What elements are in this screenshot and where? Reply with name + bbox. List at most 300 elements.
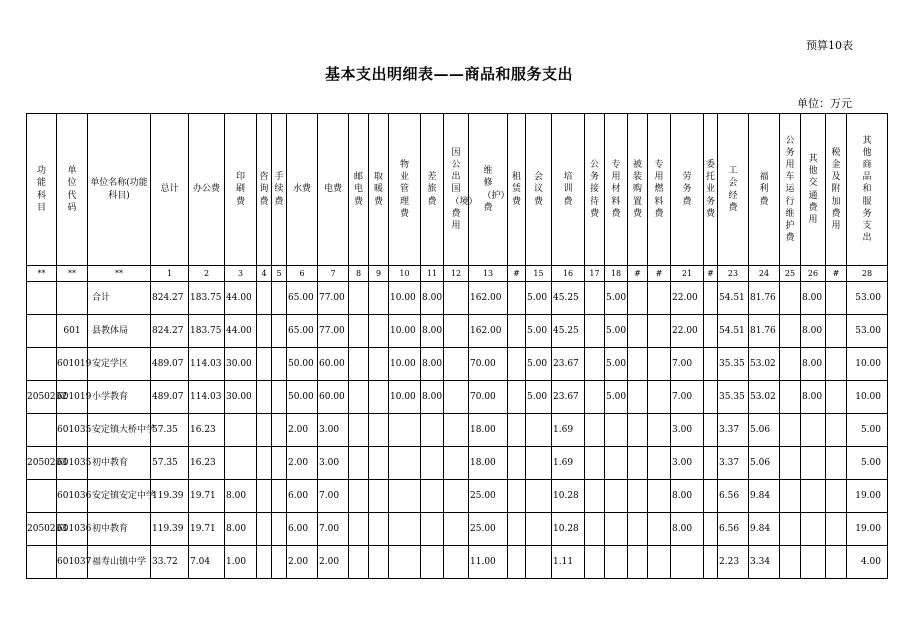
- expense-table: [26, 113, 888, 579]
- unit-name-cell: 初中教育: [88, 447, 151, 480]
- column-index: 26: [801, 266, 826, 282]
- table-cell: 5.00: [847, 414, 888, 447]
- unit-name-cell: 安定镇大桥中学: [88, 414, 151, 447]
- column-header-text: 租赁费: [511, 172, 521, 207]
- table-cell: [704, 315, 718, 348]
- unit-name-cell: 安定镇安定中学: [88, 480, 151, 513]
- column-header-text: 公务接待费: [589, 160, 599, 219]
- column-header-text: 单位代码: [67, 166, 77, 213]
- table-cell: [421, 414, 444, 447]
- table-cell: 18.00: [469, 447, 508, 480]
- table-cell: [389, 546, 421, 579]
- table-cell: 9.84: [749, 513, 780, 546]
- table-cell: 3.00: [671, 447, 704, 480]
- table-cell: [648, 480, 671, 513]
- table-cell: [605, 513, 628, 546]
- column-header: [287, 114, 318, 266]
- table-cell: 3.34: [749, 546, 780, 579]
- table-cell: [349, 480, 369, 513]
- table-cell: 6.56: [718, 480, 749, 513]
- table-cell: 53.02: [749, 348, 780, 381]
- column-header: [88, 114, 151, 266]
- table-cell: [421, 513, 444, 546]
- column-header-text: 办公费: [192, 184, 220, 195]
- column-index: 5: [272, 266, 287, 282]
- column-header-text: 工会经费: [728, 166, 738, 213]
- table-cell: [628, 513, 648, 546]
- table-row: [27, 414, 888, 447]
- table-cell: [444, 282, 469, 315]
- table-cell: [389, 414, 421, 447]
- table-cell: 25.00: [469, 513, 508, 546]
- column-header-text: 维修（护）费: [482, 166, 510, 213]
- table-cell: [508, 381, 526, 414]
- table-cell: [585, 513, 605, 546]
- column-header-text: 差旅费: [427, 172, 437, 207]
- column-header-text: 总计: [160, 184, 179, 195]
- table-cell: 50.00: [287, 348, 318, 381]
- table-cell: [257, 447, 272, 480]
- table-row: [27, 546, 888, 579]
- column-header: [526, 114, 552, 266]
- unit-name-cell: 福寿山镇中学: [88, 546, 151, 579]
- table-cell: 8.00: [801, 348, 826, 381]
- column-header-text: 取暖费: [373, 172, 383, 207]
- table-cell: [648, 447, 671, 480]
- table-cell: 23.67: [552, 348, 585, 381]
- table-row: [27, 315, 888, 348]
- column-header: [189, 114, 225, 266]
- column-header-text: 培训费: [563, 172, 573, 207]
- table-cell: [605, 414, 628, 447]
- table-cell: 489.07: [151, 381, 189, 414]
- column-index: 4: [257, 266, 272, 282]
- table-cell: [369, 447, 389, 480]
- table-cell: [780, 546, 801, 579]
- table-cell: 25.00: [469, 480, 508, 513]
- table-cell: [648, 546, 671, 579]
- table-cell: 601035: [57, 447, 88, 480]
- table-cell: 5.00: [526, 381, 552, 414]
- table-cell: [826, 480, 847, 513]
- table-cell: [526, 480, 552, 513]
- table-cell: [508, 348, 526, 381]
- column-index: #: [826, 266, 847, 282]
- table-cell: 44.00: [225, 282, 257, 315]
- table-cell: 18.00: [469, 414, 508, 447]
- table-cell: [272, 381, 287, 414]
- table-cell: [605, 447, 628, 480]
- table-cell: [444, 315, 469, 348]
- table-cell: [369, 513, 389, 546]
- column-header: [389, 114, 421, 266]
- column-header: [225, 114, 257, 266]
- table-cell: [780, 315, 801, 348]
- table-cell: 114.03: [189, 381, 225, 414]
- table-cell: 45.25: [552, 282, 585, 315]
- column-index: 12: [444, 266, 469, 282]
- table-cell: 8.00: [421, 381, 444, 414]
- table-cell: [526, 546, 552, 579]
- table-row: [27, 447, 888, 480]
- column-header: [648, 114, 671, 266]
- table-cell: [648, 348, 671, 381]
- page-title: 基本支出明细表——商品和服务支出: [324, 65, 573, 83]
- table-cell: 60.00: [318, 381, 349, 414]
- table-cell: [57, 282, 88, 315]
- table-cell: 53.00: [847, 282, 888, 315]
- table-cell: 3.00: [318, 414, 349, 447]
- table-cell: 3.37: [718, 447, 749, 480]
- table-cell: [257, 348, 272, 381]
- table-row: [27, 348, 888, 381]
- table-cell: 6.56: [718, 513, 749, 546]
- column-header: [318, 114, 349, 266]
- table-cell: 4.00: [847, 546, 888, 579]
- table-cell: [272, 546, 287, 579]
- column-header: [369, 114, 389, 266]
- table-cell: [272, 348, 287, 381]
- table-cell: 6.00: [287, 513, 318, 546]
- table-cell: 119.39: [151, 480, 189, 513]
- table-cell: [585, 348, 605, 381]
- table-cell: [826, 414, 847, 447]
- column-index: 6: [287, 266, 318, 282]
- column-header: [151, 114, 189, 266]
- table-cell: [585, 381, 605, 414]
- column-header-text: 公务用车运行维护费: [785, 135, 795, 243]
- table-cell: 19.71: [189, 480, 225, 513]
- table-cell: [628, 282, 648, 315]
- column-header: [718, 114, 749, 266]
- table-cell: [780, 480, 801, 513]
- table-cell: [225, 414, 257, 447]
- table-cell: [369, 282, 389, 315]
- table-cell: [508, 282, 526, 315]
- column-header-text: 物业管理费: [399, 160, 409, 219]
- unit-name-cell: 初中教育: [88, 513, 151, 546]
- table-cell: 65.00: [287, 315, 318, 348]
- column-header-text: 电费: [323, 184, 342, 195]
- table-cell: 2.00: [287, 447, 318, 480]
- table-cell: [369, 381, 389, 414]
- table-cell: 8.00: [421, 315, 444, 348]
- table-cell: 22.00: [671, 315, 704, 348]
- table-cell: [369, 348, 389, 381]
- unit-name-cell: 安定学区: [88, 348, 151, 381]
- table-cell: [704, 381, 718, 414]
- table-cell: 44.00: [225, 315, 257, 348]
- table-cell: 5.00: [605, 315, 628, 348]
- table-cell: 3.37: [718, 414, 749, 447]
- table-cell: [389, 513, 421, 546]
- column-header: [552, 114, 585, 266]
- column-header: [847, 114, 888, 266]
- table-cell: 601036: [57, 513, 88, 546]
- table-cell: 16.23: [189, 447, 225, 480]
- column-header-text: 手续费: [274, 172, 284, 207]
- table-cell: [648, 414, 671, 447]
- table-cell: 7.04: [189, 546, 225, 579]
- table-cell: [257, 414, 272, 447]
- table-cell: [801, 447, 826, 480]
- table-cell: 57.35: [151, 414, 189, 447]
- column-index: 3: [225, 266, 257, 282]
- unit-label: 单位：万元: [797, 97, 852, 110]
- table-cell: 489.07: [151, 348, 189, 381]
- column-index: 16: [552, 266, 585, 282]
- table-cell: [585, 315, 605, 348]
- column-index: 1: [151, 266, 189, 282]
- table-cell: [421, 447, 444, 480]
- table-cell: 35.35: [718, 381, 749, 414]
- column-header: [780, 114, 801, 266]
- column-header: [628, 114, 648, 266]
- table-cell: [257, 315, 272, 348]
- column-header-text: 单位名称(功能科目): [90, 178, 148, 201]
- table-cell: [257, 546, 272, 579]
- column-index: 23: [718, 266, 749, 282]
- column-header: [605, 114, 628, 266]
- table-cell: 601035: [57, 414, 88, 447]
- table-cell: [704, 480, 718, 513]
- table-cell: 2.00: [318, 546, 349, 579]
- table-cell: 2.00: [287, 546, 318, 579]
- table-cell: 22.00: [671, 282, 704, 315]
- table-cell: 50.00: [287, 381, 318, 414]
- table-cell: [349, 348, 369, 381]
- column-header: [27, 114, 57, 266]
- table-cell: 824.27: [151, 282, 189, 315]
- table-cell: [780, 447, 801, 480]
- table-cell: 10.00: [847, 381, 888, 414]
- column-header: [585, 114, 605, 266]
- table-cell: [628, 546, 648, 579]
- table-cell: 6.00: [287, 480, 318, 513]
- table-cell: [444, 381, 469, 414]
- table-row: [27, 282, 888, 315]
- table-cell: 601036: [57, 480, 88, 513]
- column-index: 10: [389, 266, 421, 282]
- column-header: [508, 114, 526, 266]
- table-cell: 2.23: [718, 546, 749, 579]
- table-cell: [704, 414, 718, 447]
- table-cell: 35.35: [718, 348, 749, 381]
- column-index: **: [88, 266, 151, 282]
- table-cell: [826, 282, 847, 315]
- table-cell: 10.00: [389, 315, 421, 348]
- table-cell: [389, 480, 421, 513]
- table-cell: 54.51: [718, 282, 749, 315]
- table-cell: [27, 480, 57, 513]
- column-header: [749, 114, 780, 266]
- table-cell: [349, 315, 369, 348]
- table-cell: 70.00: [469, 381, 508, 414]
- table-cell: [801, 480, 826, 513]
- column-index: 8: [349, 266, 369, 282]
- table-cell: 5.06: [749, 414, 780, 447]
- table-cell: [421, 546, 444, 579]
- table-cell: [27, 348, 57, 381]
- unit-name-cell: 小学教育: [88, 381, 151, 414]
- table-cell: [444, 348, 469, 381]
- table-cell: 70.00: [469, 348, 508, 381]
- table-cell: [369, 546, 389, 579]
- table-cell: 10.00: [847, 348, 888, 381]
- table-cell: 5.00: [605, 381, 628, 414]
- column-header-text: 会议费: [533, 172, 543, 207]
- column-header-text: 因公出国（境）费用: [450, 148, 478, 231]
- table-cell: [272, 480, 287, 513]
- table-cell: 8.00: [801, 282, 826, 315]
- table-cell: [585, 282, 605, 315]
- table-cell: [801, 513, 826, 546]
- table-cell: [349, 414, 369, 447]
- column-header: [801, 114, 826, 266]
- column-index: 28: [847, 266, 888, 282]
- table-cell: [628, 447, 648, 480]
- table-cell: [272, 414, 287, 447]
- table-cell: [349, 546, 369, 579]
- table-cell: 10.28: [552, 480, 585, 513]
- table-cell: [801, 414, 826, 447]
- table-cell: [349, 381, 369, 414]
- column-header-text: 税金及附加费用: [831, 148, 841, 231]
- table-cell: 30.00: [225, 348, 257, 381]
- table-cell: [508, 513, 526, 546]
- table-cell: [272, 447, 287, 480]
- table-cell: [27, 546, 57, 579]
- table-cell: 77.00: [318, 282, 349, 315]
- table-cell: 601019: [57, 348, 88, 381]
- table-row: [27, 513, 888, 546]
- table-cell: [628, 480, 648, 513]
- column-index: **: [27, 266, 57, 282]
- table-cell: 5.00: [847, 447, 888, 480]
- table-cell: [257, 513, 272, 546]
- column-header-text: 印刷费: [235, 172, 245, 207]
- table-cell: 8.00: [225, 480, 257, 513]
- table-cell: [369, 414, 389, 447]
- table-cell: [826, 447, 847, 480]
- table-cell: 65.00: [287, 282, 318, 315]
- table-cell: [585, 414, 605, 447]
- table-cell: [585, 447, 605, 480]
- table-cell: [272, 282, 287, 315]
- table-cell: [826, 315, 847, 348]
- table-cell: 5.00: [526, 348, 552, 381]
- unit-name-cell: 县教体局: [88, 315, 151, 348]
- column-header: [469, 114, 508, 266]
- column-header: [57, 114, 88, 266]
- table-cell: 7.00: [671, 348, 704, 381]
- table-cell: [257, 282, 272, 315]
- table-cell: 77.00: [318, 315, 349, 348]
- table-cell: [628, 414, 648, 447]
- table-cell: 601037: [57, 546, 88, 579]
- column-header-text: 委托业务费: [705, 160, 715, 219]
- table-cell: [704, 546, 718, 579]
- column-index: #: [648, 266, 671, 282]
- table-cell: [444, 414, 469, 447]
- table-cell: 16.23: [189, 414, 225, 447]
- column-header-text: 水费: [292, 184, 311, 195]
- table-cell: [27, 315, 57, 348]
- table-cell: [826, 513, 847, 546]
- table-cell: [826, 348, 847, 381]
- table-cell: [349, 447, 369, 480]
- table-cell: 5.00: [526, 282, 552, 315]
- table-cell: [389, 447, 421, 480]
- table-cell: [508, 546, 526, 579]
- index-row: [27, 266, 888, 282]
- table-cell: [508, 447, 526, 480]
- table-cell: 10.28: [552, 513, 585, 546]
- table-cell: 2.00: [287, 414, 318, 447]
- column-index: **: [57, 266, 88, 282]
- table-cell: [628, 348, 648, 381]
- column-header: [704, 114, 718, 266]
- column-header: [349, 114, 369, 266]
- column-index: 21: [671, 266, 704, 282]
- table-cell: 162.00: [469, 282, 508, 315]
- table-cell: 1.11: [552, 546, 585, 579]
- table-cell: [780, 381, 801, 414]
- table-cell: 10.00: [389, 282, 421, 315]
- table-cell: 33.72: [151, 546, 189, 579]
- table-cell: [605, 546, 628, 579]
- table-cell: 7.00: [671, 381, 704, 414]
- table-cell: 3.00: [671, 414, 704, 447]
- table-cell: 601: [57, 315, 88, 348]
- column-header: [671, 114, 704, 266]
- column-index: 2: [189, 266, 225, 282]
- table-cell: [257, 381, 272, 414]
- column-index: #: [628, 266, 648, 282]
- table-cell: 824.27: [151, 315, 189, 348]
- table-row: [27, 381, 888, 414]
- table-cell: 19.00: [847, 480, 888, 513]
- column-header-text: 福利费: [759, 172, 769, 207]
- unit-name-cell: 合计: [88, 282, 151, 315]
- table-cell: [225, 447, 257, 480]
- column-header-text: 被装购置费: [632, 160, 642, 219]
- table-cell: 10.00: [389, 348, 421, 381]
- table-cell: [648, 282, 671, 315]
- table-cell: 8.00: [421, 348, 444, 381]
- table-cell: [369, 480, 389, 513]
- table-cell: 53.02: [749, 381, 780, 414]
- column-header-text: 其他商品和服务支出: [862, 135, 872, 243]
- column-header-text: 邮电费: [353, 172, 363, 207]
- table-cell: [508, 414, 526, 447]
- table-cell: [704, 447, 718, 480]
- table-cell: 81.76: [749, 315, 780, 348]
- table-cell: [27, 414, 57, 447]
- column-index: 24: [749, 266, 780, 282]
- table-cell: [27, 282, 57, 315]
- table-cell: [349, 513, 369, 546]
- table-cell: 8.00: [671, 480, 704, 513]
- table-cell: 9.84: [749, 480, 780, 513]
- table-cell: 81.76: [749, 282, 780, 315]
- table-cell: [444, 513, 469, 546]
- table-cell: 2050202: [27, 381, 57, 414]
- column-index: 17: [585, 266, 605, 282]
- table-cell: [671, 546, 704, 579]
- table-cell: [704, 513, 718, 546]
- table-cell: [444, 480, 469, 513]
